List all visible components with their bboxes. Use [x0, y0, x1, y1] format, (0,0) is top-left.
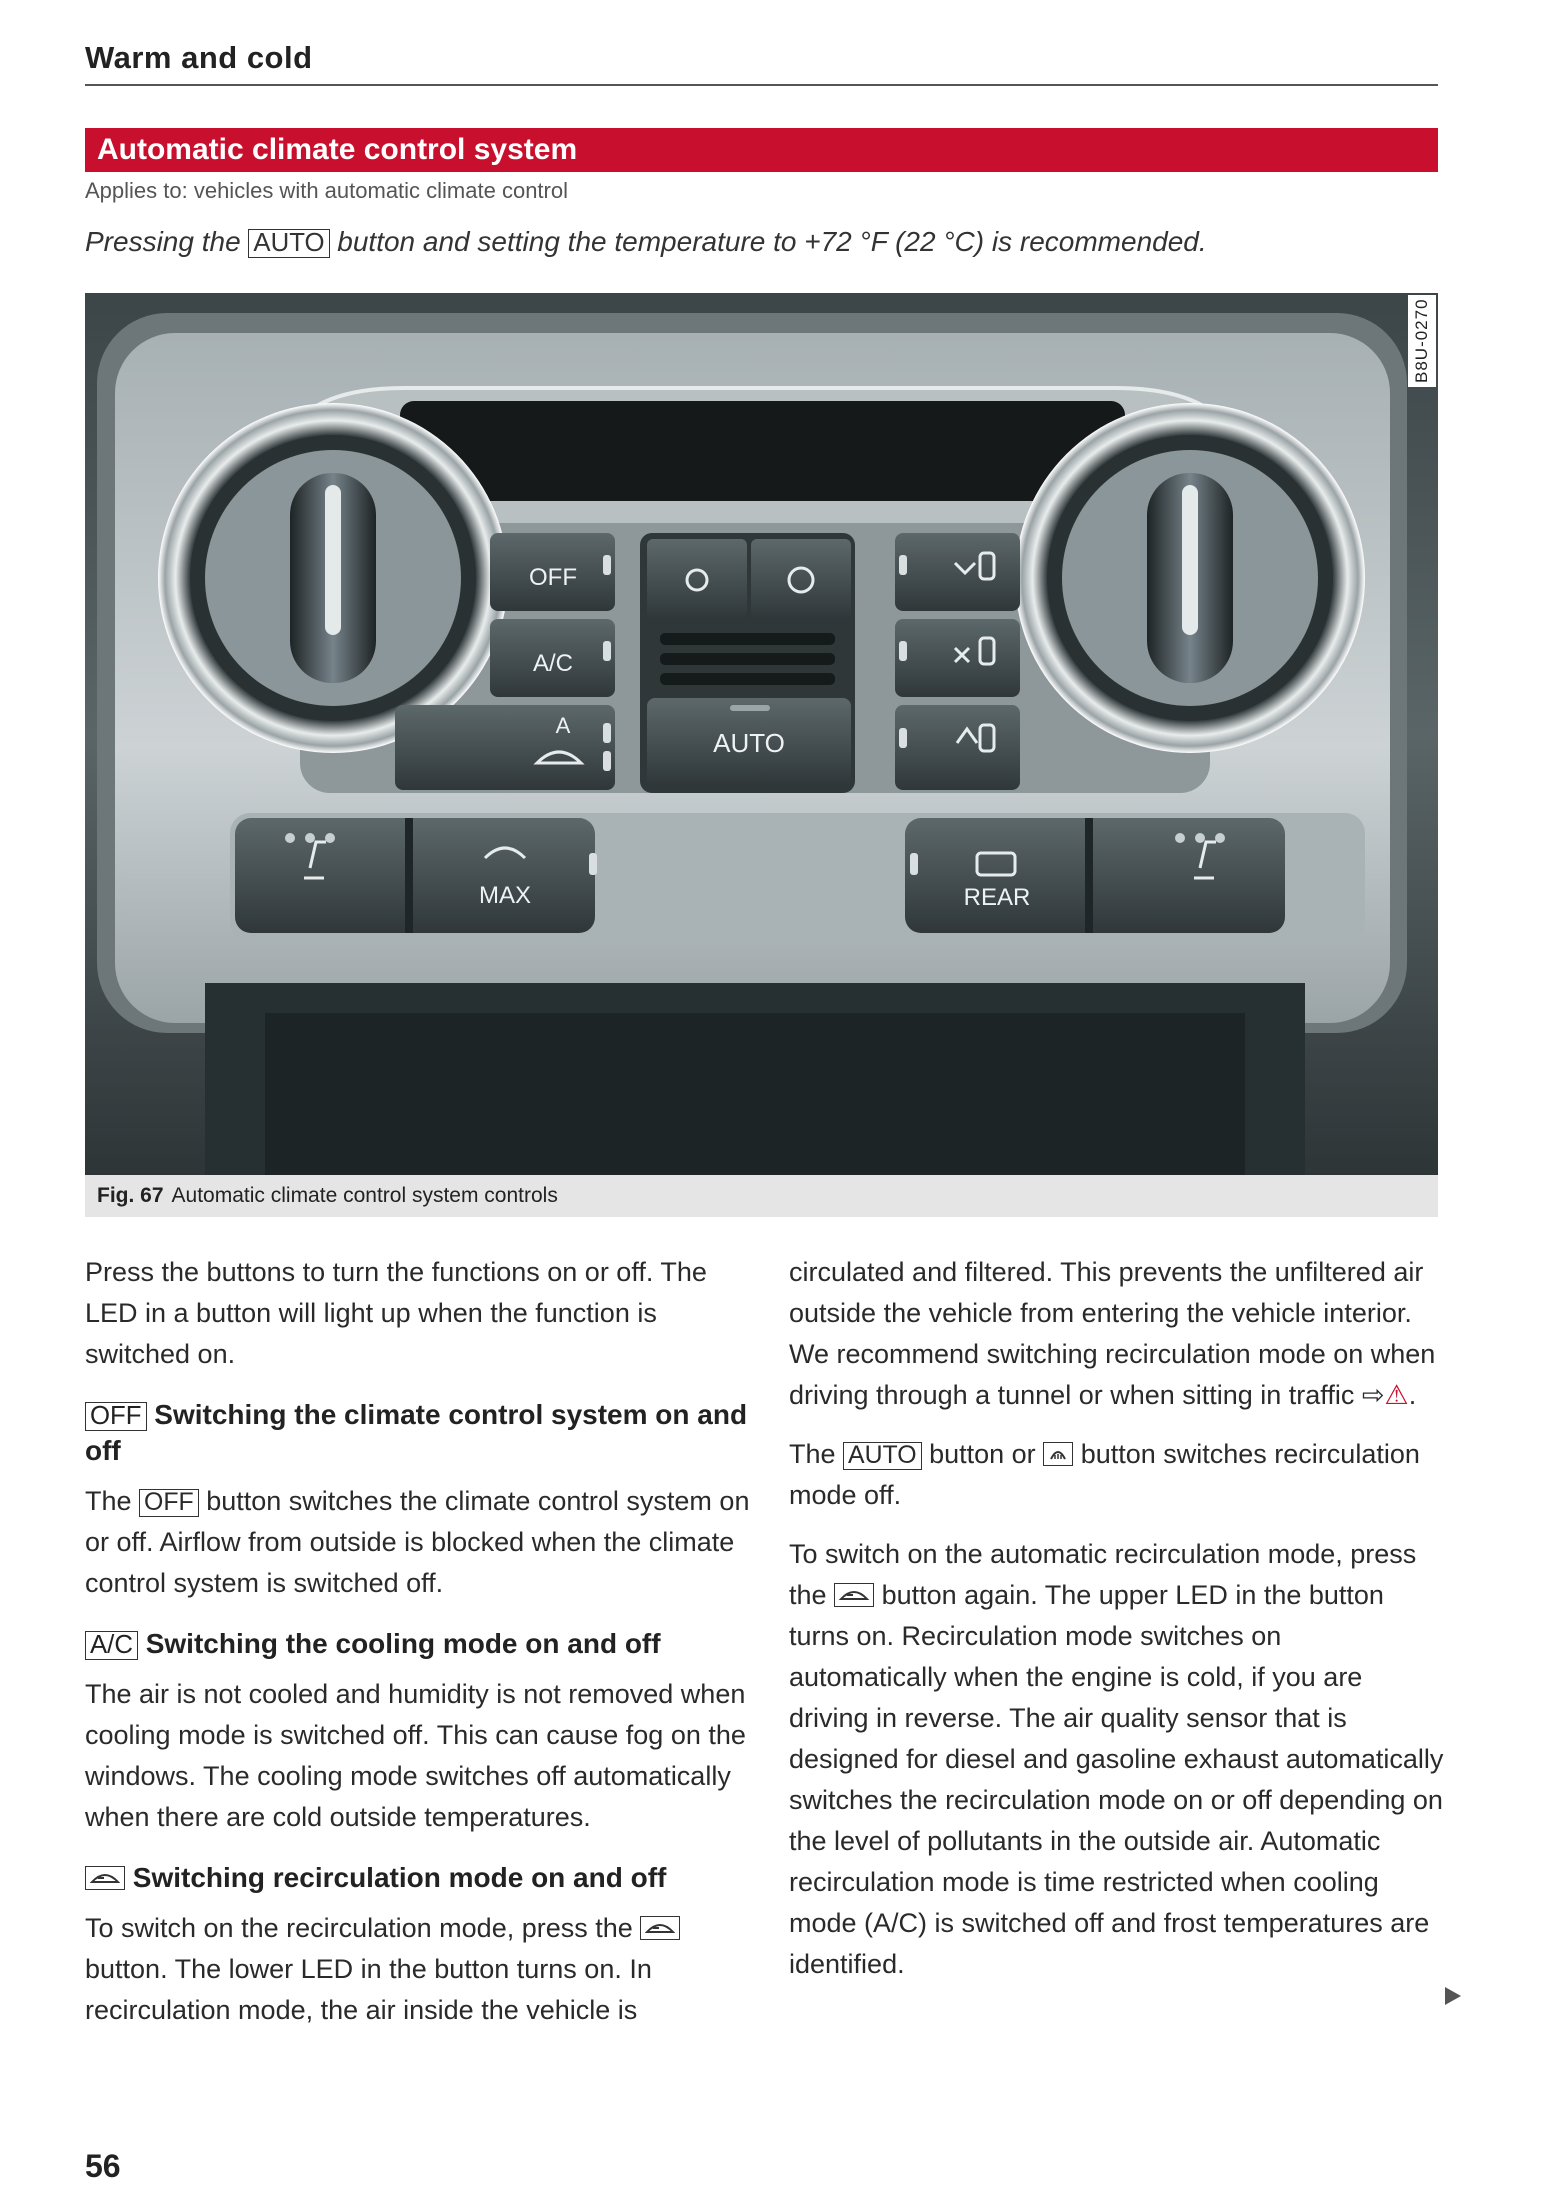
recirculation-key-icon — [85, 1866, 125, 1890]
r-p2-pre: The — [789, 1439, 836, 1469]
climate-panel-illustration — [85, 293, 1438, 1175]
p2-post: button switches the climate control system on or off. Airflow from outside is blocked when the climate control system is switched off. — [85, 1486, 750, 1598]
right-paragraph-1 — [789, 1252, 1444, 1416]
right-paragraph-3 — [789, 1534, 1444, 1985]
left-paragraph-3: The air is not cooled and humidity is not removed when cooling mode is switched off. This can cause fog on the windows. The cooling mode switches off automatically when there are cold outside temperatures. — [85, 1679, 746, 1832]
climate-panel-figure — [85, 293, 1438, 1175]
r-p2-mid: button or — [929, 1439, 1036, 1469]
auto-key-inline: AUTO — [843, 1442, 922, 1470]
figure-caption — [85, 1175, 1438, 1217]
intro-post: button and setting the temperature to +72 °F (22 °C) is recommended. — [337, 226, 1207, 257]
off-key: OFF — [85, 1402, 147, 1431]
caption-number: Fig. 67 — [97, 1184, 164, 1207]
left-column — [85, 1252, 755, 2031]
right-paragraph-2 — [789, 1434, 1444, 1516]
page-number: 56 — [85, 2148, 121, 2184]
r-p3-pre: To switch on the automatic recirculation mode, press the — [789, 1539, 1417, 1610]
header-rule — [85, 84, 1438, 86]
reference-arrow-icon: ⇨ — [1361, 1380, 1385, 1410]
fig-label-max: MAX — [478, 882, 532, 909]
recirculation-key-icon — [834, 1583, 874, 1607]
r-p1-text: circulated and filtered. This prevents the unfiltered air outside the vehicle from entering the vehicle interior. We recommend switching recirculation mode on when driving through a tunnel or when sitting in traffic — [789, 1257, 1436, 1410]
warning-icon: ⚠ — [1384, 1380, 1409, 1410]
subheading-off-text: Switching the climate control system on and off — [85, 1399, 748, 1466]
section-title: Automatic climate control system — [85, 128, 1438, 172]
left-paragraph-2 — [85, 1481, 755, 1604]
off-key-inline: OFF — [139, 1489, 199, 1517]
r-p1-end: . — [1408, 1380, 1417, 1410]
p2-pre: The — [85, 1486, 132, 1516]
figure-code: B8U-0270 — [1408, 295, 1436, 387]
applies-note: Applies to: vehicles with automatic climate control — [85, 178, 568, 203]
recirculation-key-icon — [640, 1916, 680, 1940]
intro-pre: Pressing the — [85, 226, 241, 257]
fig-label-auto: AUTO — [713, 728, 785, 758]
left-paragraph-1: Press the buttons to turn the functions on or off. The LED in a button will light up when the function is switched on. — [85, 1257, 707, 1369]
subheading-ac-text: Switching the cooling mode on and off — [145, 1628, 661, 1659]
subheading-recirculation — [85, 1860, 755, 1896]
subheading-ac — [85, 1626, 755, 1662]
defrost-key-icon — [1043, 1442, 1073, 1466]
subheading-off — [85, 1397, 755, 1469]
fig-label-a: A — [555, 713, 571, 738]
fig-label-rear: REAR — [963, 884, 1031, 911]
p4-post: button. The lower LED in the button turns on. In recirculation mode, the air inside the vehicle is — [85, 1954, 652, 2025]
running-title: Warm and cold — [85, 40, 313, 75]
fig-label-ac: A/C — [532, 650, 574, 677]
r-p2-post: button switches recirculation mode off. — [789, 1439, 1420, 1510]
ac-key: A/C — [85, 1631, 138, 1660]
auto-key: AUTO — [248, 229, 329, 258]
fig-label-off: OFF — [529, 564, 577, 591]
continue-arrow-icon — [1443, 1985, 1463, 2012]
r-p3-post: button again. The upper LED in the button turns on. Recirculation mode switches on automatically when the engine is cold, if you are driving in reverse. The air quality sensor that is designed for diesel and gasoline exhaust automatically switches the recirculation mode on or off depending on the level of pollutants in the outside air. Automatic recirculation mode is time restricted when cooling mode (A/C) is switched off and frost temperatures are identified. — [789, 1580, 1444, 1979]
caption-text: Automatic climate control system controls — [171, 1184, 558, 1207]
left-paragraph-4 — [85, 1908, 755, 2031]
subheading-recirculation-text: Switching recirculation mode on and off — [132, 1862, 667, 1893]
intro-text — [85, 226, 1207, 258]
right-column — [789, 1252, 1444, 1985]
p4-pre: To switch on the recirculation mode, press the — [85, 1913, 633, 1943]
